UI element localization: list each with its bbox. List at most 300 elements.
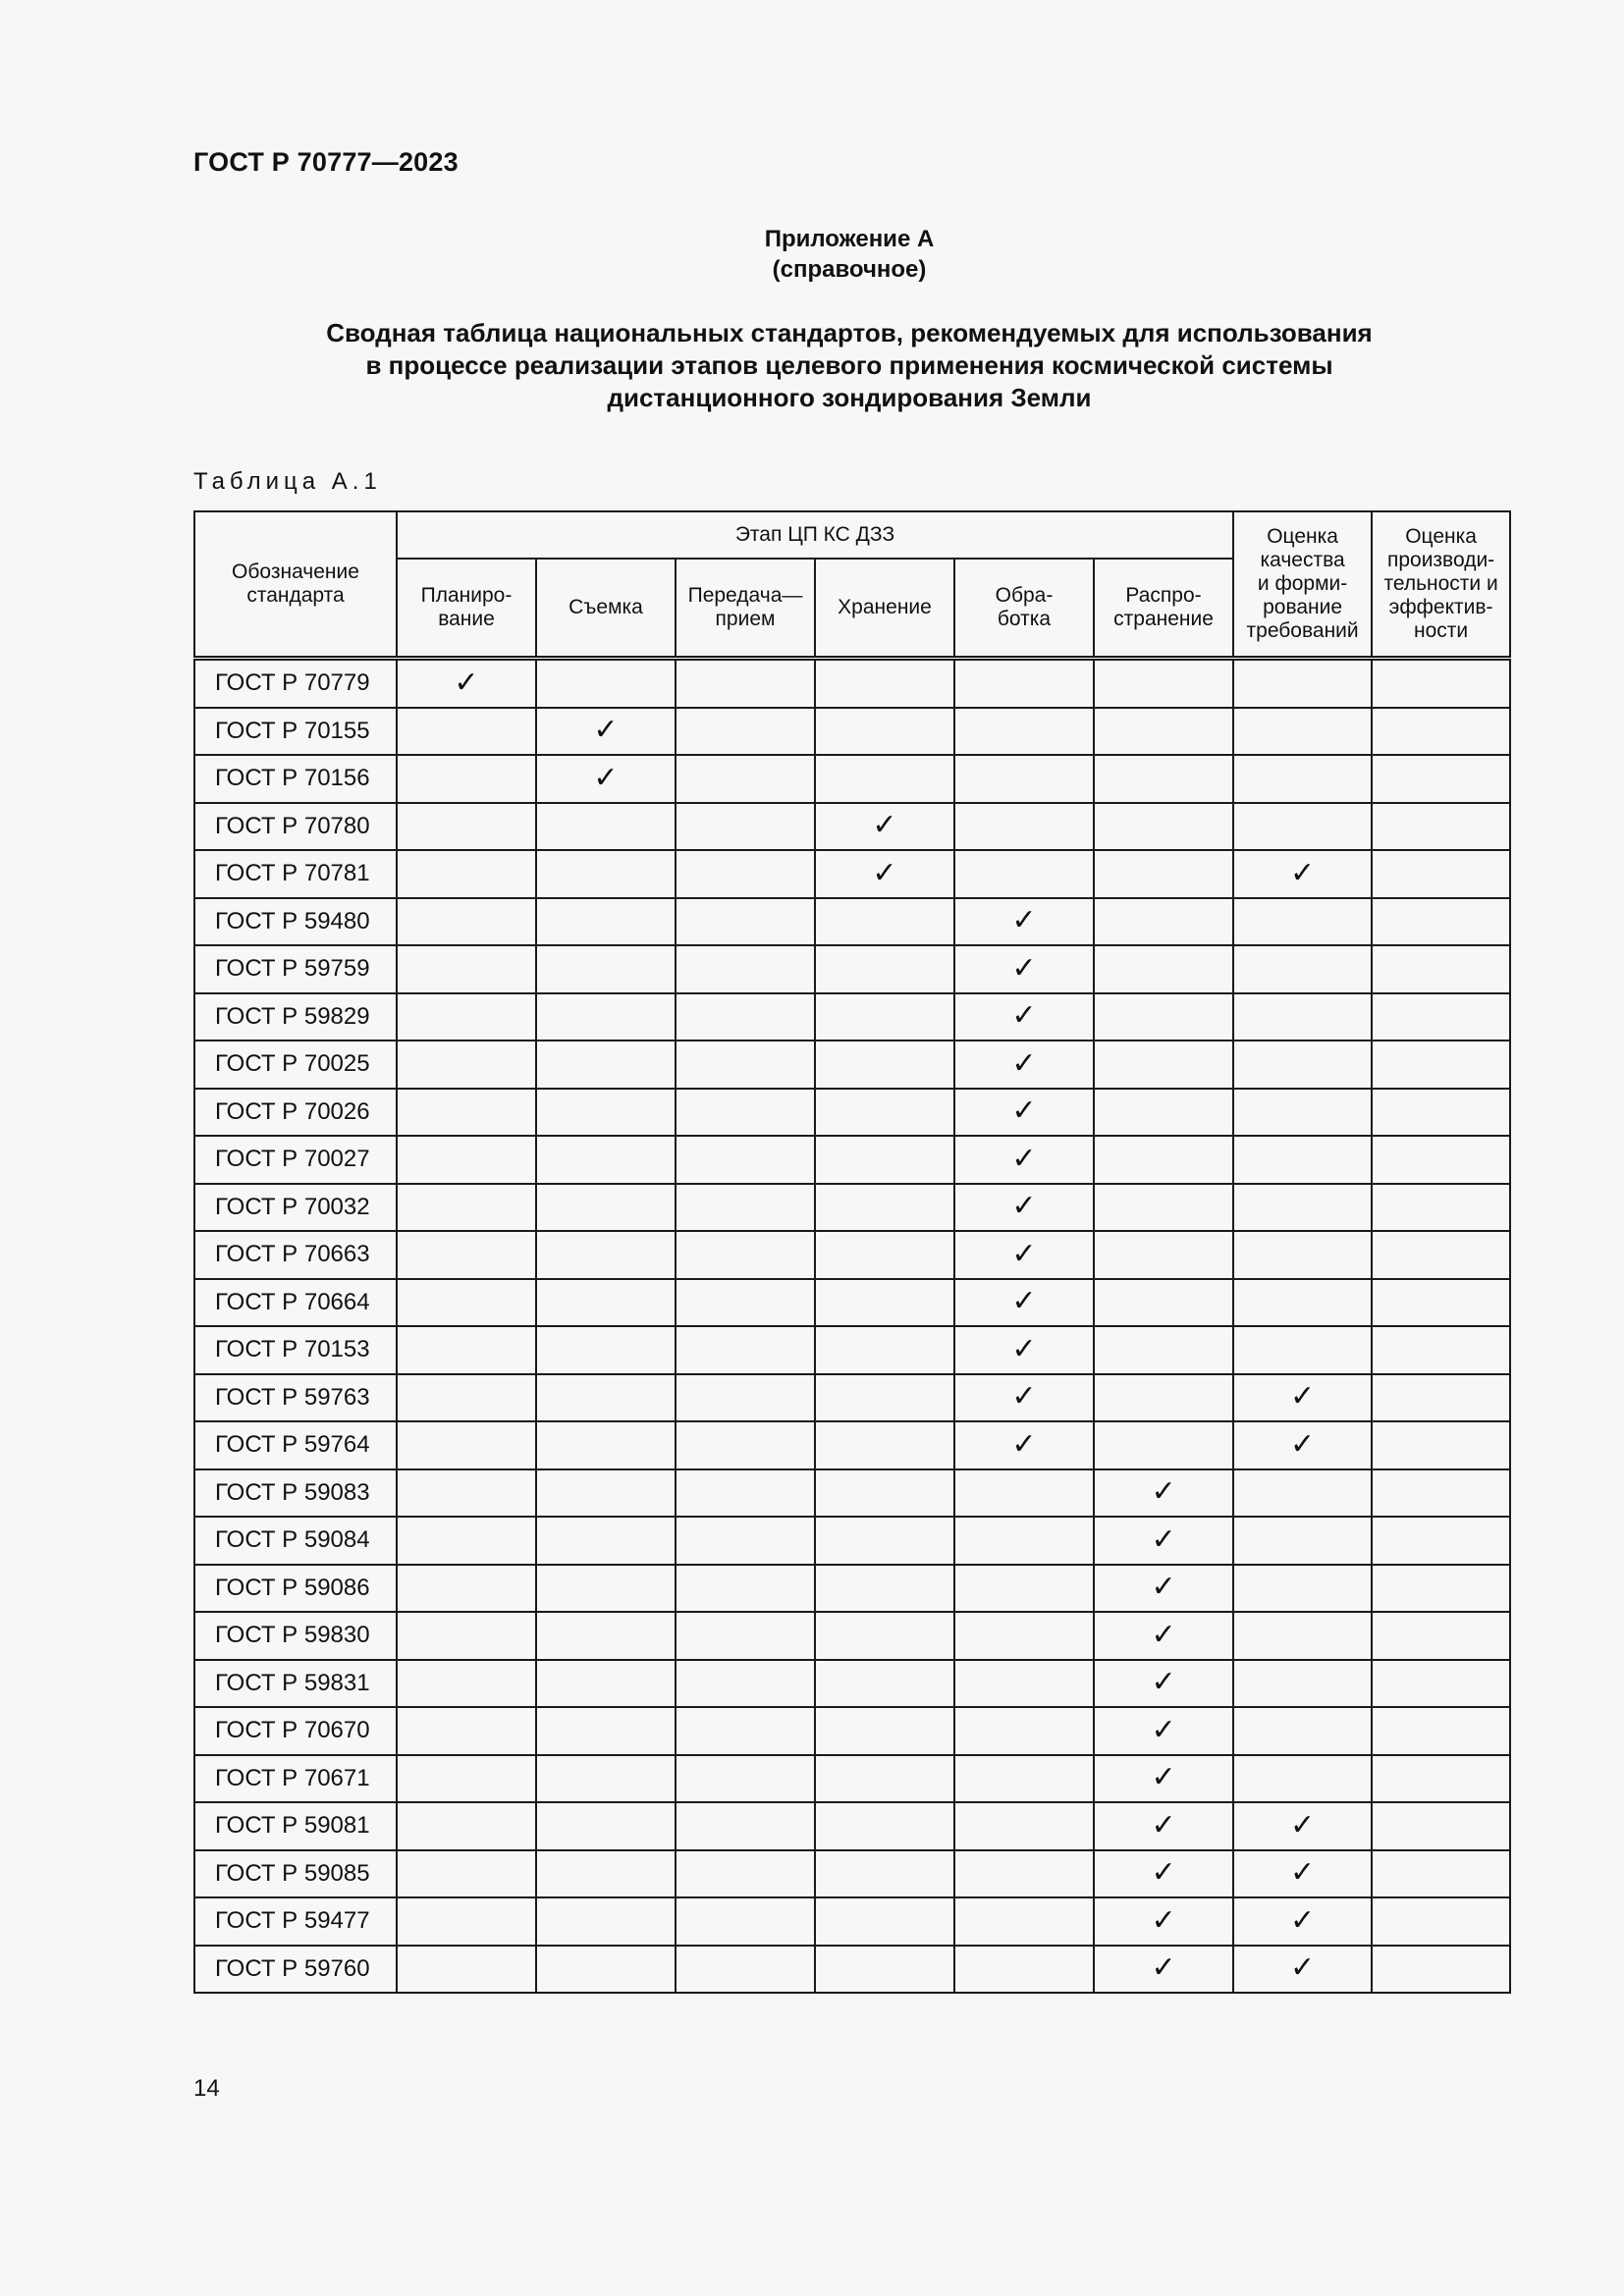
check-cell: [1372, 1374, 1510, 1422]
check-cell: [536, 1612, 676, 1660]
check-cell: [815, 1946, 954, 1994]
standard-code-cell: ГОСТ Р 70027: [194, 1136, 397, 1184]
check-cell: [676, 1946, 815, 1994]
checkmark-icon: ✓: [1011, 1379, 1037, 1415]
check-cell: [1372, 1897, 1510, 1946]
header-stage: [954, 559, 1094, 659]
check-cell: [1094, 993, 1233, 1041]
check-cell: [397, 1184, 536, 1232]
document-code: ГОСТ Р 70777—2023: [193, 147, 459, 177]
header-stage-label: Передача— прием: [687, 584, 803, 630]
checkmark-icon: ✓: [1151, 1617, 1176, 1652]
check-cell: [815, 1279, 954, 1327]
check-cell: [815, 1326, 954, 1374]
check-cell: [954, 708, 1094, 756]
check-cell: [1094, 1612, 1233, 1660]
check-cell: [815, 708, 954, 756]
header-stage: [676, 559, 815, 659]
check-cell: [397, 1469, 536, 1518]
check-cell: [1233, 1755, 1372, 1803]
table-row: [194, 1517, 1510, 1565]
title-line: в процессе реализации этапов целевого применения космической системы: [365, 350, 1333, 380]
checkmark-icon: ✓: [1290, 1950, 1316, 1986]
check-cell: [815, 1136, 954, 1184]
check-cell: [1233, 1184, 1372, 1232]
check-cell: [1372, 1136, 1510, 1184]
check-cell: [1372, 1326, 1510, 1374]
check-cell: [1372, 1469, 1510, 1518]
check-cell: [1372, 708, 1510, 756]
table-row: [194, 1231, 1510, 1279]
table-row: [194, 1136, 1510, 1184]
check-cell: [536, 1946, 676, 1994]
check-cell: [1094, 1802, 1233, 1850]
check-cell: [1372, 1660, 1510, 1708]
header-quality-label: Оценка качества и форми- рование требований: [1246, 525, 1359, 642]
check-cell: [1094, 1279, 1233, 1327]
check-cell: [1094, 1421, 1233, 1469]
check-cell: [397, 803, 536, 851]
check-cell: [1372, 1946, 1510, 1994]
table-row: [194, 1612, 1510, 1660]
check-cell: [536, 1421, 676, 1469]
check-cell: [954, 659, 1094, 708]
check-cell: [1233, 1517, 1372, 1565]
check-cell: [1094, 1041, 1233, 1089]
check-cell: [676, 1850, 815, 1898]
check-cell: [1233, 1374, 1372, 1422]
check-cell: [1094, 850, 1233, 898]
check-cell: [815, 1041, 954, 1089]
checkmark-icon: ✓: [1151, 1760, 1176, 1795]
checkmark-icon: ✓: [1151, 1474, 1176, 1510]
check-cell: [1372, 755, 1510, 803]
check-cell: [397, 1707, 536, 1755]
header-designation-label: Обозначение стандарта: [232, 561, 359, 607]
check-cell: [1372, 1041, 1510, 1089]
standard-code-cell: ГОСТ Р 59831: [194, 1660, 397, 1708]
check-cell: [954, 803, 1094, 851]
check-cell: [676, 659, 815, 708]
checkmark-icon: ✓: [872, 808, 897, 843]
check-cell: [1094, 898, 1233, 946]
check-cell: [1094, 1469, 1233, 1518]
check-cell: [1372, 1517, 1510, 1565]
check-cell: [1233, 1707, 1372, 1755]
check-cell: [676, 1897, 815, 1946]
table-row: [194, 755, 1510, 803]
standard-code-cell: ГОСТ Р 59086: [194, 1565, 397, 1613]
check-cell: [815, 1184, 954, 1232]
check-cell: [954, 755, 1094, 803]
check-cell: [954, 1326, 1094, 1374]
check-cell: [536, 898, 676, 946]
check-cell: [954, 1279, 1094, 1327]
check-cell: [1233, 993, 1372, 1041]
checkmark-icon: ✓: [1151, 1902, 1176, 1938]
check-cell: [676, 755, 815, 803]
standard-code-cell: ГОСТ Р 59081: [194, 1802, 397, 1850]
check-cell: [954, 1421, 1094, 1469]
checkmark-icon: ✓: [1151, 1855, 1176, 1891]
checkmark-icon: ✓: [1290, 855, 1316, 890]
check-cell: [815, 1707, 954, 1755]
standard-code-cell: ГОСТ Р 59759: [194, 945, 397, 993]
check-cell: [1233, 945, 1372, 993]
check-cell: [954, 1469, 1094, 1518]
standard-code-cell: ГОСТ Р 59083: [194, 1469, 397, 1518]
table-row: [194, 898, 1510, 946]
header-stage-label: Распро- странение: [1113, 584, 1214, 630]
checkmark-icon: ✓: [872, 855, 897, 890]
check-cell: [954, 1041, 1094, 1089]
check-cell: [536, 1802, 676, 1850]
standard-code-cell: ГОСТ Р 70663: [194, 1231, 397, 1279]
table-row: [194, 1802, 1510, 1850]
table-row: [194, 1897, 1510, 1946]
check-cell: [954, 1660, 1094, 1708]
check-cell: [1094, 1326, 1233, 1374]
check-cell: [1233, 1469, 1372, 1518]
check-cell: [536, 1326, 676, 1374]
check-cell: [1094, 1565, 1233, 1613]
title-line: дистанционного зондирования Земли: [607, 383, 1092, 412]
check-cell: [536, 993, 676, 1041]
check-cell: [676, 1136, 815, 1184]
title-line: Сводная таблица национальных стандартов, рекомендуемых для использования: [326, 318, 1373, 347]
checkmark-icon: ✓: [1151, 1522, 1176, 1557]
check-cell: [397, 1374, 536, 1422]
check-cell: [536, 1707, 676, 1755]
check-cell: [1094, 1707, 1233, 1755]
check-cell: [1372, 1565, 1510, 1613]
check-cell: [815, 1089, 954, 1137]
check-cell: [397, 1660, 536, 1708]
check-cell: [676, 1755, 815, 1803]
check-cell: [1094, 659, 1233, 708]
check-cell: [536, 659, 676, 708]
check-cell: [1233, 659, 1372, 708]
check-cell: [1233, 1660, 1372, 1708]
check-cell: [536, 1231, 676, 1279]
check-cell: [1094, 1374, 1233, 1422]
header-stage-group: Этап ЦП КС ДЗЗ: [397, 511, 1233, 559]
check-cell: [954, 1850, 1094, 1898]
check-cell: [1372, 1850, 1510, 1898]
table-row: [194, 803, 1510, 851]
table-row: [194, 1946, 1510, 1994]
standard-code-cell: ГОСТ Р 70664: [194, 1279, 397, 1327]
appendix-kind: (справочное): [772, 256, 927, 283]
check-cell: [676, 1421, 815, 1469]
check-cell: [397, 1326, 536, 1374]
check-cell: [536, 1136, 676, 1184]
check-cell: [954, 993, 1094, 1041]
check-cell: [397, 755, 536, 803]
check-cell: [676, 945, 815, 993]
check-cell: [1372, 1231, 1510, 1279]
table-row: [194, 659, 1510, 708]
check-cell: [1094, 1089, 1233, 1137]
checkmark-icon: ✓: [1011, 1189, 1037, 1224]
checkmark-icon: ✓: [454, 665, 479, 700]
standard-code-cell: ГОСТ Р 59763: [194, 1374, 397, 1422]
check-cell: [815, 1517, 954, 1565]
check-cell: [815, 803, 954, 851]
check-cell: [815, 1897, 954, 1946]
appendix-name: Приложение А: [764, 226, 935, 252]
check-cell: [676, 1184, 815, 1232]
check-cell: [954, 1802, 1094, 1850]
check-cell: [1233, 803, 1372, 851]
checkmark-icon: ✓: [1151, 1950, 1176, 1986]
check-cell: [815, 850, 954, 898]
check-cell: [676, 1469, 815, 1518]
checkmark-icon: ✓: [1011, 1426, 1037, 1462]
check-cell: [397, 708, 536, 756]
check-cell: [954, 850, 1094, 898]
check-cell: [1372, 1707, 1510, 1755]
check-cell: [1233, 1850, 1372, 1898]
standard-code-cell: ГОСТ Р 70156: [194, 755, 397, 803]
standard-code-cell: ГОСТ Р 59760: [194, 1946, 397, 1994]
check-cell: [1233, 1565, 1372, 1613]
header-stage: [1094, 559, 1233, 659]
header-stage: [397, 559, 536, 659]
check-cell: [1233, 898, 1372, 946]
table-row: [194, 1089, 1510, 1137]
check-cell: [1372, 1755, 1510, 1803]
check-cell: [1233, 708, 1372, 756]
check-cell: [954, 1897, 1094, 1946]
checkmark-icon: ✓: [1151, 1807, 1176, 1842]
checkmark-icon: ✓: [1011, 1284, 1037, 1319]
check-cell: [1094, 803, 1233, 851]
checkmark-icon: ✓: [1011, 1094, 1037, 1129]
standard-code-cell: ГОСТ Р 70671: [194, 1755, 397, 1803]
check-cell: [1094, 1231, 1233, 1279]
check-cell: [815, 993, 954, 1041]
check-cell: [536, 1660, 676, 1708]
check-cell: [1094, 708, 1233, 756]
standard-code-cell: ГОСТ Р 70779: [194, 659, 397, 708]
check-cell: [1233, 1326, 1372, 1374]
check-cell: [1372, 1421, 1510, 1469]
check-cell: [1094, 755, 1233, 803]
appendix-heading: [0, 224, 1624, 285]
table-row: [194, 1755, 1510, 1803]
check-cell: [1094, 1660, 1233, 1708]
table-row: [194, 850, 1510, 898]
check-cell: [676, 898, 815, 946]
check-cell: [815, 898, 954, 946]
check-cell: [1094, 1897, 1233, 1946]
page-number: 14: [193, 2075, 220, 2102]
standard-code-cell: ГОСТ Р 59084: [194, 1517, 397, 1565]
check-cell: [536, 850, 676, 898]
checkmark-icon: ✓: [1011, 903, 1037, 938]
check-cell: [1233, 1802, 1372, 1850]
check-cell: [815, 1231, 954, 1279]
check-cell: [1233, 1279, 1372, 1327]
header-performance-label: Оценка производи- тельности и эффектив- ности: [1383, 525, 1498, 642]
check-cell: [397, 1612, 536, 1660]
check-cell: [536, 1897, 676, 1946]
check-cell: [536, 1279, 676, 1327]
standard-code-cell: ГОСТ Р 70032: [194, 1184, 397, 1232]
table-row: [194, 1041, 1510, 1089]
check-cell: [536, 1565, 676, 1613]
check-cell: [397, 1231, 536, 1279]
checkmark-icon: ✓: [1011, 1141, 1037, 1176]
standard-code-cell: ГОСТ Р 59764: [194, 1421, 397, 1469]
checkmark-icon: ✓: [1011, 1236, 1037, 1271]
table-caption: Таблица А.1: [193, 468, 382, 495]
check-cell: [954, 1184, 1094, 1232]
check-cell: [954, 945, 1094, 993]
check-cell: [397, 1136, 536, 1184]
check-cell: [676, 1231, 815, 1279]
check-cell: [954, 1374, 1094, 1422]
standard-code-cell: ГОСТ Р 59480: [194, 898, 397, 946]
table-row: [194, 1565, 1510, 1613]
check-cell: [1372, 1089, 1510, 1137]
check-cell: [676, 1041, 815, 1089]
table-row: [194, 1421, 1510, 1469]
check-cell: [676, 1612, 815, 1660]
check-cell: [1233, 755, 1372, 803]
check-cell: [397, 1802, 536, 1850]
checkmark-icon: ✓: [1011, 998, 1037, 1034]
page-title: [0, 317, 1624, 414]
table-row: [194, 1326, 1510, 1374]
check-cell: [1372, 1184, 1510, 1232]
checkmark-icon: ✓: [1290, 1855, 1316, 1891]
check-cell: [536, 1184, 676, 1232]
check-cell: [1372, 898, 1510, 946]
check-cell: [676, 1660, 815, 1708]
standards-table: [193, 510, 1511, 1994]
standard-code-cell: ГОСТ Р 70155: [194, 708, 397, 756]
check-cell: [1372, 1279, 1510, 1327]
header-stage-label: Планиро- вание: [420, 584, 513, 630]
check-cell: [676, 850, 815, 898]
check-cell: [815, 945, 954, 993]
standard-code-cell: ГОСТ Р 59477: [194, 1897, 397, 1946]
check-cell: [1094, 1946, 1233, 1994]
check-cell: [1372, 850, 1510, 898]
table-row: [194, 993, 1510, 1041]
check-cell: [1233, 1421, 1372, 1469]
check-cell: [676, 993, 815, 1041]
check-cell: [954, 1089, 1094, 1137]
check-cell: [1233, 1089, 1372, 1137]
check-cell: [815, 755, 954, 803]
check-cell: [397, 1089, 536, 1137]
table-row: [194, 1469, 1510, 1518]
check-cell: [1094, 1755, 1233, 1803]
checkmark-icon: ✓: [1290, 1426, 1316, 1462]
check-cell: [397, 945, 536, 993]
check-cell: [676, 1707, 815, 1755]
check-cell: [954, 1946, 1094, 1994]
header-stage: [536, 559, 676, 659]
check-cell: [536, 1469, 676, 1518]
check-cell: [397, 1421, 536, 1469]
check-cell: [536, 1041, 676, 1089]
check-cell: [397, 1041, 536, 1089]
checkmark-icon: ✓: [1011, 1045, 1037, 1081]
check-cell: [676, 803, 815, 851]
check-cell: [815, 1469, 954, 1518]
check-cell: [676, 708, 815, 756]
header-stage-label: Хранение: [838, 596, 932, 618]
check-cell: [815, 1660, 954, 1708]
checkmark-icon: ✓: [1151, 1712, 1176, 1747]
check-cell: [1094, 1184, 1233, 1232]
standard-code-cell: ГОСТ Р 59830: [194, 1612, 397, 1660]
table-row: [194, 945, 1510, 993]
table-row: [194, 1279, 1510, 1327]
check-cell: [1372, 659, 1510, 708]
table-row: [194, 1660, 1510, 1708]
table-row: [194, 1184, 1510, 1232]
check-cell: [954, 898, 1094, 946]
standard-code-cell: ГОСТ Р 59085: [194, 1850, 397, 1898]
header-quality: [1233, 511, 1372, 659]
check-cell: [1094, 1136, 1233, 1184]
header-performance: [1372, 511, 1510, 659]
table-row: [194, 1707, 1510, 1755]
checkmark-icon: ✓: [1011, 1331, 1037, 1366]
check-cell: [676, 1565, 815, 1613]
checkmark-icon: ✓: [1011, 950, 1037, 986]
check-cell: [676, 1374, 815, 1422]
check-cell: [1233, 1612, 1372, 1660]
checkmark-icon: ✓: [1290, 1379, 1316, 1415]
check-cell: [676, 1802, 815, 1850]
check-cell: [536, 1374, 676, 1422]
check-cell: [397, 1517, 536, 1565]
check-cell: [954, 1517, 1094, 1565]
check-cell: [1233, 1041, 1372, 1089]
check-cell: [815, 1421, 954, 1469]
check-cell: [1233, 850, 1372, 898]
check-cell: [397, 1946, 536, 1994]
check-cell: [397, 1565, 536, 1613]
check-cell: [676, 1517, 815, 1565]
table-row: [194, 708, 1510, 756]
check-cell: [954, 1565, 1094, 1613]
check-cell: [815, 659, 954, 708]
check-cell: [954, 1136, 1094, 1184]
checkmark-icon: ✓: [1151, 1570, 1176, 1605]
check-cell: [536, 1089, 676, 1137]
header-stage-label: Обра- ботка: [995, 584, 1054, 630]
check-cell: [676, 1326, 815, 1374]
check-cell: [815, 1374, 954, 1422]
check-cell: [536, 803, 676, 851]
check-cell: [1233, 1946, 1372, 1994]
table-row: [194, 1374, 1510, 1422]
check-cell: [397, 1850, 536, 1898]
standard-code-cell: ГОСТ Р 70670: [194, 1707, 397, 1755]
header-designation: [194, 511, 397, 659]
standard-code-cell: ГОСТ Р 70153: [194, 1326, 397, 1374]
check-cell: [397, 1897, 536, 1946]
check-cell: [1094, 1517, 1233, 1565]
checkmark-icon: ✓: [1290, 1807, 1316, 1842]
